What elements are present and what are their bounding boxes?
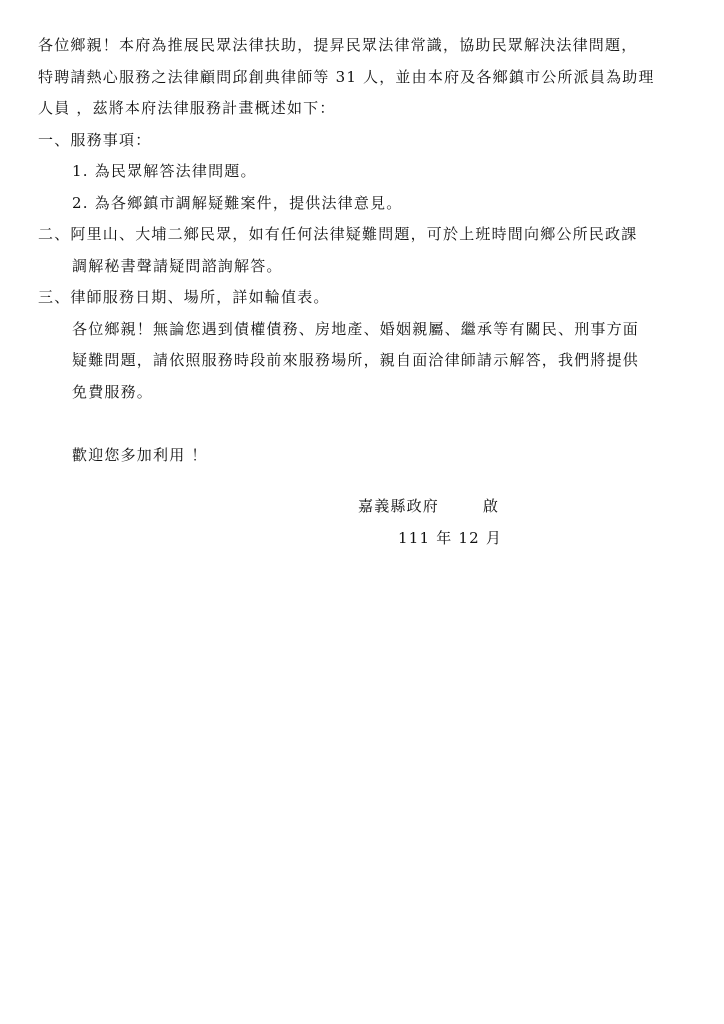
section2-line-2: 調解秘書聲請疑問諮詢解答。: [72, 256, 283, 275]
section3-body-line-3: 免費服務。: [72, 382, 154, 401]
signature-org: 嘉義縣政府: [358, 497, 440, 515]
signature-suffix: 啟: [483, 497, 500, 515]
signature-block: [358, 491, 558, 554]
section1-heading: 一、服務事項：: [38, 130, 152, 149]
intro-line-3: 人員 ，茲將本府法律服務計畫概述如下：: [38, 99, 336, 117]
section1-item-1: 1. 為民眾解答法律問題。: [72, 162, 257, 180]
intro-line-2: 特聘請熱心服務之法律顧問邱創典律師等 31 人，並由本府及各鄉鎮市公所派員為助理: [38, 67, 655, 86]
signature-line: [358, 491, 558, 523]
section1-item-2: 2. 為各鄉鎮市調解疑難案件，提供法律意見。: [72, 193, 403, 212]
section2-line-1: 二、阿里山、大埔二鄉民眾，如有任何法律疑難問題，可於上班時間向鄉公所民政課: [38, 225, 638, 243]
notice-document: [38, 30, 690, 471]
signature-date: 111 年 12 月: [398, 528, 503, 547]
spacer: [38, 408, 690, 440]
intro-line-1: 各位鄉親！本府為推展民眾法律扶助，提昇民眾法律常識，協助民眾解決法律問題，: [38, 36, 638, 54]
section3-body-line-2: 疑難問題，請依照服務時段前來服務場所，親自面洽律師請示解答，我們將提供: [72, 351, 640, 369]
section3-body-line-1: 各位鄉親！無論您遇到債權債務、房地產、婚姻親屬、繼承等有關民、刑事方面: [72, 319, 640, 338]
closing-line: 歡迎您多加利用 ！: [72, 445, 208, 464]
section3-heading: 三、律師服務日期、場所，詳如輪值表。: [38, 288, 330, 306]
